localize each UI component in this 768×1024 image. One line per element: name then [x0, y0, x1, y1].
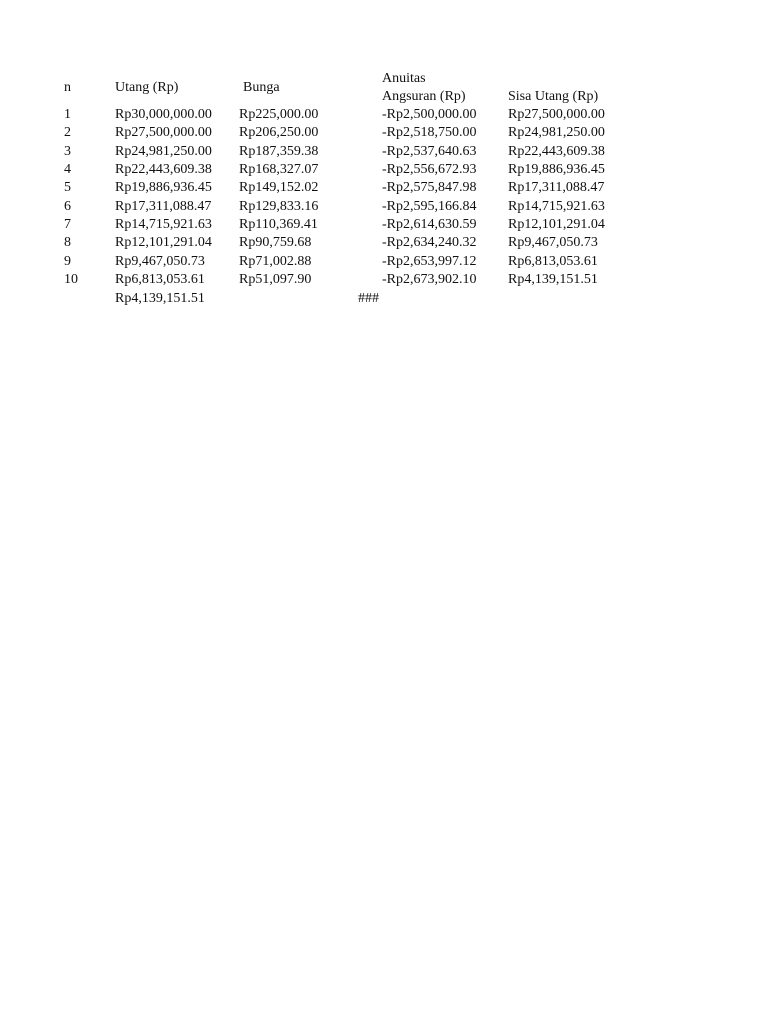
- cell-sisa-utang[interactable]: Rp6,813,053.61: [508, 254, 598, 269]
- header-anuitas[interactable]: Anuitas: [382, 71, 426, 86]
- cell-n[interactable]: 8: [64, 235, 71, 250]
- cell-overflow-marker[interactable]: ###: [358, 291, 379, 306]
- cell-sisa-utang[interactable]: Rp22,443,609.38: [508, 144, 605, 159]
- cell-bunga[interactable]: Rp206,250.00: [239, 125, 319, 140]
- cell-n[interactable]: 3: [64, 144, 71, 159]
- cell-bunga[interactable]: Rp149,152.02: [239, 180, 319, 195]
- cell-n[interactable]: 1: [64, 107, 71, 122]
- cell-utang[interactable]: Rp22,443,609.38: [115, 162, 212, 177]
- cell-bunga[interactable]: Rp225,000.00: [239, 107, 319, 122]
- cell-angsuran[interactable]: -Rp2,518,750.00: [382, 125, 477, 140]
- cell-utang[interactable]: Rp9,467,050.73: [115, 254, 205, 269]
- cell-n[interactable]: 2: [64, 125, 71, 140]
- cell-angsuran[interactable]: -Rp2,653,997.12: [382, 254, 477, 269]
- cell-final-utang[interactable]: Rp4,139,151.51: [115, 291, 205, 306]
- cell-angsuran[interactable]: -Rp2,556,672.93: [382, 162, 477, 177]
- cell-sisa-utang[interactable]: Rp24,981,250.00: [508, 125, 605, 140]
- cell-bunga[interactable]: Rp90,759.68: [239, 235, 312, 250]
- cell-n[interactable]: 6: [64, 199, 71, 214]
- cell-utang[interactable]: Rp19,886,936.45: [115, 180, 212, 195]
- header-bunga[interactable]: Bunga: [243, 80, 280, 95]
- cell-utang[interactable]: Rp14,715,921.63: [115, 217, 212, 232]
- cell-utang[interactable]: Rp27,500,000.00: [115, 125, 212, 140]
- cell-n[interactable]: 7: [64, 217, 71, 232]
- header-sisa-utang[interactable]: Sisa Utang (Rp): [508, 89, 599, 104]
- cell-sisa-utang[interactable]: Rp19,886,936.45: [508, 162, 605, 177]
- cell-bunga[interactable]: Rp51,097.90: [239, 272, 312, 287]
- header-n[interactable]: n: [64, 80, 71, 95]
- cell-angsuran[interactable]: -Rp2,537,640.63: [382, 144, 477, 159]
- cell-n[interactable]: 5: [64, 180, 71, 195]
- cell-sisa-utang[interactable]: Rp17,311,088.47: [508, 180, 605, 195]
- cell-utang[interactable]: Rp17,311,088.47: [115, 199, 212, 214]
- cell-angsuran[interactable]: -Rp2,575,847.98: [382, 180, 477, 195]
- cell-sisa-utang[interactable]: Rp9,467,050.73: [508, 235, 598, 250]
- cell-utang[interactable]: Rp6,813,053.61: [115, 272, 205, 287]
- cell-utang[interactable]: Rp30,000,000.00: [115, 107, 212, 122]
- cell-angsuran[interactable]: -Rp2,614,630.59: [382, 217, 477, 232]
- cell-n[interactable]: 4: [64, 162, 71, 177]
- cell-bunga[interactable]: Rp71,002.88: [239, 254, 312, 269]
- cell-angsuran[interactable]: -Rp2,500,000.00: [382, 107, 477, 122]
- cell-bunga[interactable]: Rp110,369.41: [239, 217, 318, 232]
- cell-sisa-utang[interactable]: Rp14,715,921.63: [508, 199, 605, 214]
- header-angsuran[interactable]: Angsuran (Rp): [382, 89, 466, 104]
- cell-sisa-utang[interactable]: Rp27,500,000.00: [508, 107, 605, 122]
- cell-sisa-utang[interactable]: Rp12,101,291.04: [508, 217, 605, 232]
- cell-utang[interactable]: Rp24,981,250.00: [115, 144, 212, 159]
- cell-utang[interactable]: Rp12,101,291.04: [115, 235, 212, 250]
- cell-angsuran[interactable]: -Rp2,673,902.10: [382, 272, 477, 287]
- cell-angsuran[interactable]: -Rp2,634,240.32: [382, 235, 477, 250]
- header-utang[interactable]: Utang (Rp): [115, 80, 179, 95]
- cell-bunga[interactable]: Rp168,327.07: [239, 162, 319, 177]
- cell-angsuran[interactable]: -Rp2,595,166.84: [382, 199, 477, 214]
- cell-sisa-utang[interactable]: Rp4,139,151.51: [508, 272, 598, 287]
- cell-n[interactable]: 10: [64, 272, 78, 287]
- cell-bunga[interactable]: Rp129,833.16: [239, 199, 319, 214]
- cell-n[interactable]: 9: [64, 254, 71, 269]
- cell-bunga[interactable]: Rp187,359.38: [239, 144, 319, 159]
